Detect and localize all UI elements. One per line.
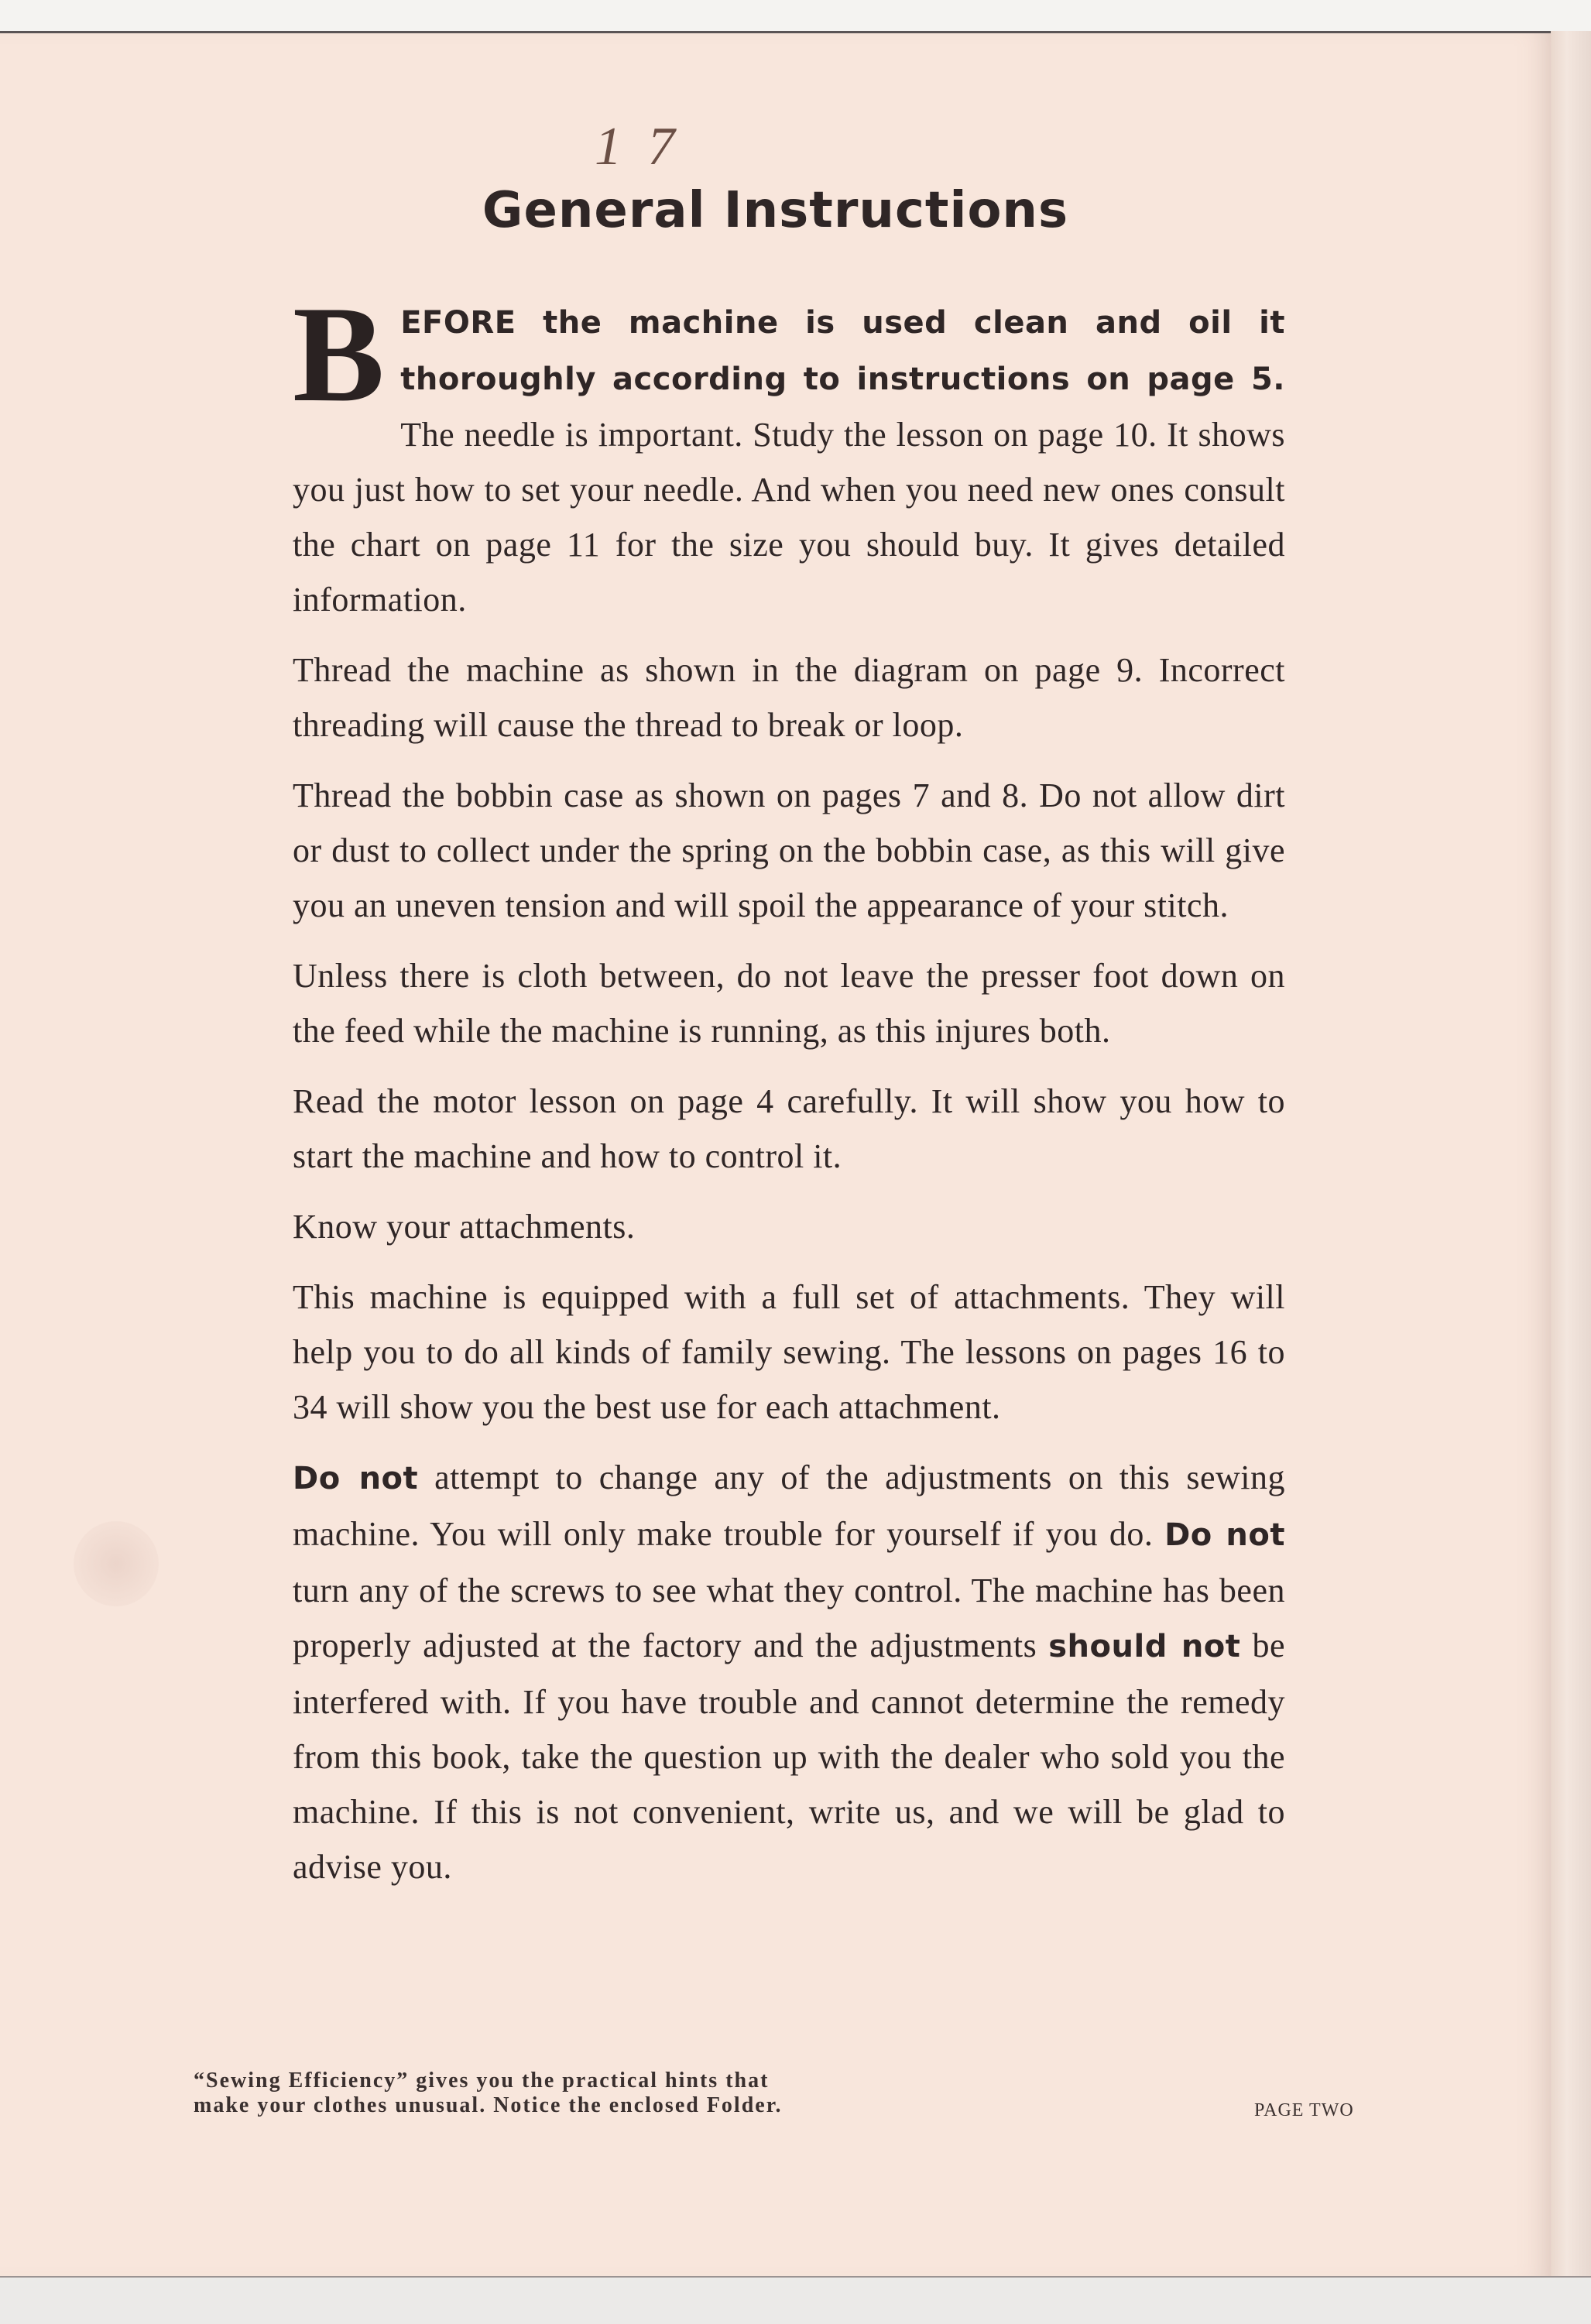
handwritten-mark: 1 7 xyxy=(595,117,681,177)
paragraph-attachments-heading: Know your attachments. xyxy=(293,1208,636,1246)
page-edge xyxy=(0,2276,1591,2324)
page-spine xyxy=(1551,31,1591,2276)
footnote: “Sewing Efficiency” gives you the practical hints that make your clothes unusual. Notice the enclosed Folder. xyxy=(194,2069,783,2117)
intro-lead: EFORE the machine is used clean and oil it thoroughly according to instructions on page 5. xyxy=(400,305,1285,397)
adjustments-text-2: turn any of the screws to see what they control. The machine has been properly adjusted at the factory and the adjustments xyxy=(293,1572,1285,1664)
paragraph-motor: Read the motor lesson on page 4 carefully. It will show you how to start the machine and how to control it. xyxy=(293,1082,1285,1175)
drop-cap: B xyxy=(293,277,386,430)
paragraph-attachments: This machine is equipped with a full set of attachments. They will help you to do all kinds of family sewing. The lessons on pages 16 to 34 will show you the best use for each attachment. xyxy=(293,1278,1285,1426)
paragraph-bobbin: Thread the bobbin case as shown on pages 7 and 8. Do not allow dirt or dust to collect under the spring on the bobbin case, as this will give you an uneven tension and will spoil the appearance of your stitch. xyxy=(293,776,1285,924)
page-title: General Instructions xyxy=(482,182,1069,239)
adjustments-text-3: be interfered with. If you have trouble and cannot determine the remedy from this book, take the question up with the dealer who sold you the machine. If this is not convenient, write us, and we will be glad to advise you. xyxy=(293,1626,1285,1886)
page-number: PAGE TWO xyxy=(1254,2100,1354,2120)
paper-stain xyxy=(74,1521,159,1606)
paragraph-threading: Thread the machine as shown in the diagram on page 9. Incorrect threading will cause the thread to break or loop. xyxy=(293,651,1285,744)
adjustments-text-1: attempt to change any of the adjustments on this sewing machine. You will only make trouble for yourself if you do. xyxy=(293,1458,1286,1553)
intro-text: The needle is important. Study the lesson on page 10. It shows you just how to set your needle. And when you need new ones consult the chart on page 11 for the size you should buy. It gives detailed information. xyxy=(293,416,1285,619)
emphasis-do-not-2: Do not xyxy=(1164,1517,1285,1553)
intro-paragraph xyxy=(293,277,1285,627)
instructions-body xyxy=(293,277,1286,1910)
paragraph-adjustments xyxy=(293,1450,1285,1894)
emphasis-do-not: Do not xyxy=(293,1461,419,1496)
paragraph-presser-foot: Unless there is cloth between, do not leave the presser foot down on the feed while the machine is running, as this injures both. xyxy=(293,957,1285,1050)
emphasis-should-not: should not xyxy=(1048,1629,1241,1664)
